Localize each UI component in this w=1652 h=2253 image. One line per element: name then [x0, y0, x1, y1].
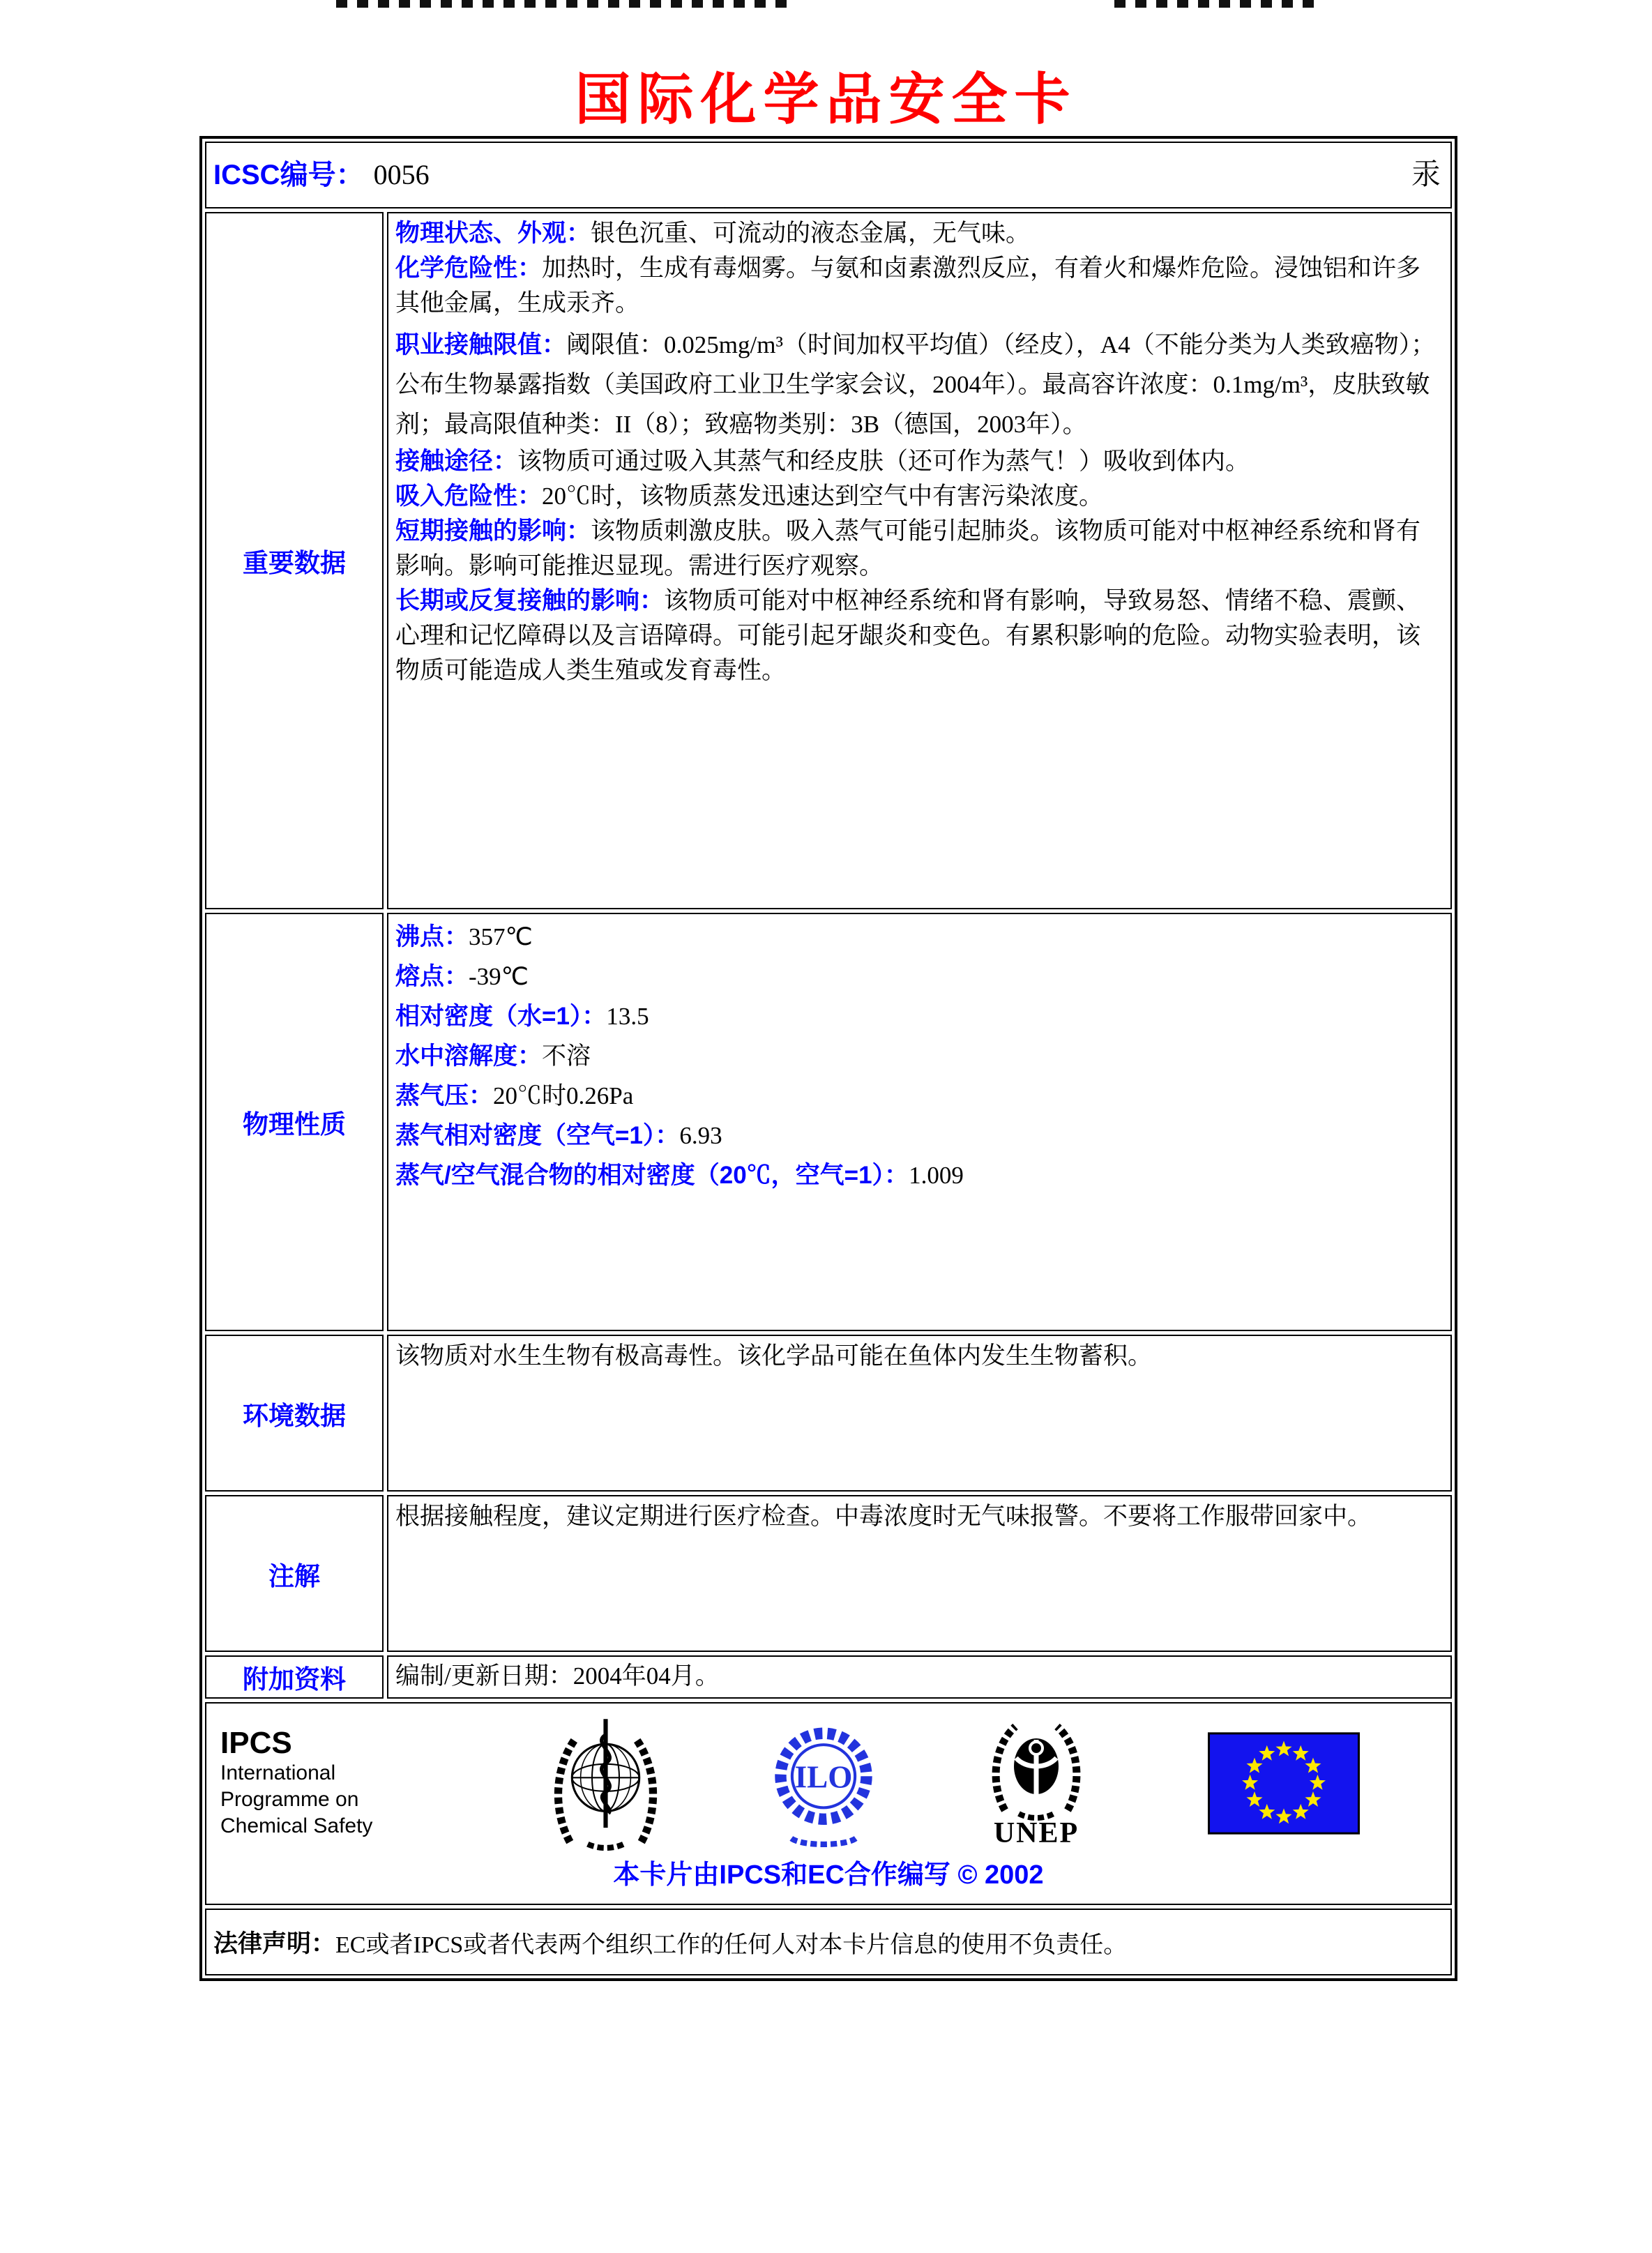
important-data-item — [395, 514, 1443, 584]
section-label-important-data: 重要数据 — [205, 212, 384, 909]
section-label-notes: 注解 — [205, 1495, 384, 1652]
physical-properties-content — [387, 913, 1452, 1331]
important-data-item — [395, 584, 1443, 688]
environmental-data-row — [205, 1335, 1452, 1492]
unep-logo-text: UNEP — [993, 1817, 1079, 1849]
notes-row — [205, 1495, 1452, 1652]
property-value: 20℃时0.26Pa — [493, 1082, 634, 1109]
ipcs-subtitle-line1: International — [220, 1761, 336, 1784]
important-data-content — [387, 212, 1452, 909]
item-text: 加热时，生成有毒烟雾。与氨和卤素激烈反应，有着火和爆炸危险。浸蚀铝和许多其他金属，生成汞齐。 — [395, 255, 1421, 317]
section-label-additional-info: 附加资料 — [205, 1655, 384, 1699]
property-value: 不溶 — [542, 1042, 591, 1070]
substance-name: 汞 — [1411, 159, 1441, 191]
unep-logo — [984, 1716, 1089, 1850]
property-label: 蒸气压： — [395, 1082, 494, 1109]
clipped-header-fragment-right — [1114, 0, 1317, 8]
legal-cell — [205, 1909, 1452, 1975]
important-data-item — [395, 479, 1443, 514]
ilo-logo-icon — [768, 1713, 879, 1853]
important-data-item — [395, 325, 1443, 444]
section-label-environmental-data: 环境数据 — [205, 1335, 384, 1492]
who-logo — [548, 1713, 663, 1853]
copyright-line: 本卡片由IPCS和EC合作编写 © 2002 — [613, 1860, 1044, 1890]
legal-row — [205, 1909, 1452, 1975]
property-label: 相对密度（水=1）： — [395, 1003, 607, 1030]
physical-property — [395, 1116, 1443, 1155]
additional-info-row — [205, 1655, 1452, 1699]
important-data-item — [395, 251, 1443, 321]
property-label: 熔点： — [395, 963, 469, 990]
additional-info-content: 编制/更新日期：2004年04月。 — [387, 1655, 1452, 1699]
physical-property — [395, 917, 1443, 957]
legal-text: EC或者IPCS或者代表两个组织工作的任何人对本卡片信息的使用不负责任。 — [335, 1932, 1128, 1958]
ipcs-text-block — [220, 1727, 430, 1839]
item-text: 该物质可能对中枢神经系统和肾有影响，导致易怒、情绪不稳、震颤、心理和记忆障碍以及言语障碍。可能引起牙龈炎和变色。有累积影响的危险。动物实验表明，该物质可能造成人类生殖或发育毒性。 — [395, 587, 1421, 684]
important-data-row — [205, 212, 1452, 909]
section-label-physical-properties: 物理性质 — [205, 913, 384, 1331]
physical-properties-row — [205, 913, 1452, 1331]
logos-cell — [205, 1702, 1452, 1905]
item-label: 长期或反复接触的影响： — [395, 587, 665, 614]
eu-flag-icon — [1208, 1732, 1360, 1835]
property-value: 1.009 — [909, 1162, 964, 1189]
icsc-table — [199, 136, 1457, 1981]
page-title: 国际化学品安全卡 — [575, 68, 1077, 130]
item-text: 银色沉重、可流动的液态金属，无气味。 — [591, 220, 1031, 247]
item-label: 吸入危险性： — [395, 483, 543, 510]
icsc-number-row — [205, 142, 1452, 208]
property-label: 蒸气/空气混合物的相对密度（20℃，空气=1）： — [395, 1162, 909, 1189]
physical-property — [395, 996, 1443, 1036]
property-value: -39℃ — [469, 963, 529, 990]
icsc-number-cell — [205, 142, 1452, 208]
logos-strip — [220, 1713, 1437, 1853]
ilo-logo-text: ILO — [794, 1759, 853, 1795]
clipped-header-fragment-left — [336, 0, 796, 8]
unep-logo-icon — [984, 1716, 1089, 1821]
item-label: 职业接触限值： — [395, 331, 567, 358]
ipcs-subtitle-line3: Chemical Safety — [220, 1814, 373, 1837]
item-label: 接触途径： — [395, 448, 518, 475]
property-label: 沸点： — [395, 923, 469, 950]
property-label: 蒸气相对密度（空气=1）： — [395, 1122, 680, 1149]
item-label: 化学危险性： — [395, 255, 543, 282]
physical-property — [395, 1076, 1443, 1116]
item-label: 物理状态、外观： — [395, 220, 591, 247]
property-value: 6.93 — [679, 1122, 722, 1149]
physical-property — [395, 1036, 1443, 1076]
item-text: 20℃时，该物质蒸发迅速达到空气中有害污染浓度。 — [542, 483, 1104, 510]
physical-property — [395, 957, 1443, 996]
item-text: 该物质刺激皮肤。吸入蒸气可能引起肺炎。该物质可能对中枢神经系统和肾有影响。影响可能推迟显现。需进行医疗观察。 — [395, 517, 1421, 579]
legal-label: 法律声明： — [213, 1930, 336, 1957]
property-label: 水中溶解度： — [395, 1042, 543, 1070]
physical-property — [395, 1155, 1443, 1195]
who-logo-icon — [548, 1713, 663, 1853]
property-value: 13.5 — [606, 1003, 649, 1030]
important-data-item — [395, 444, 1443, 479]
ilo-logo — [768, 1713, 879, 1853]
item-text: 阈限值：0.025mg/m³（时间加权平均值）（经皮），A4（不能分类为人类致癌物）；公布生物暴露指数（美国政府工业卫生学家会议，2004年）。最高容许浓度：0.1mg/m³，皮肤致敏剂；最高限值种类：II（8）；致癌物类别：3B（德国，2003年）。 — [395, 331, 1436, 438]
environmental-data-content: 该物质对水生生物有极高毒性。该化学品可能在鱼体内发生生物蓄积。 — [387, 1335, 1452, 1492]
eu-flag — [1208, 1732, 1360, 1835]
item-label: 短期接触的影响： — [395, 517, 591, 545]
important-data-item — [395, 216, 1443, 251]
item-text: 该物质可通过吸入其蒸气和经皮肤（还可作为蒸气！）吸收到体内。 — [517, 448, 1250, 475]
ipcs-name: IPCS — [220, 1726, 292, 1760]
property-value: 357℃ — [469, 923, 533, 950]
notes-content: 根据接触程度，建议定期进行医疗检查。中毒浓度时无气味报警。不要将工作服带回家中。 — [387, 1495, 1452, 1652]
ipcs-subtitle-line2: Programme on — [220, 1788, 359, 1811]
logos-row — [205, 1702, 1452, 1905]
icsc-number-label: ICSC编号： — [213, 160, 364, 190]
icsc-number-value: 0056 — [373, 159, 430, 190]
